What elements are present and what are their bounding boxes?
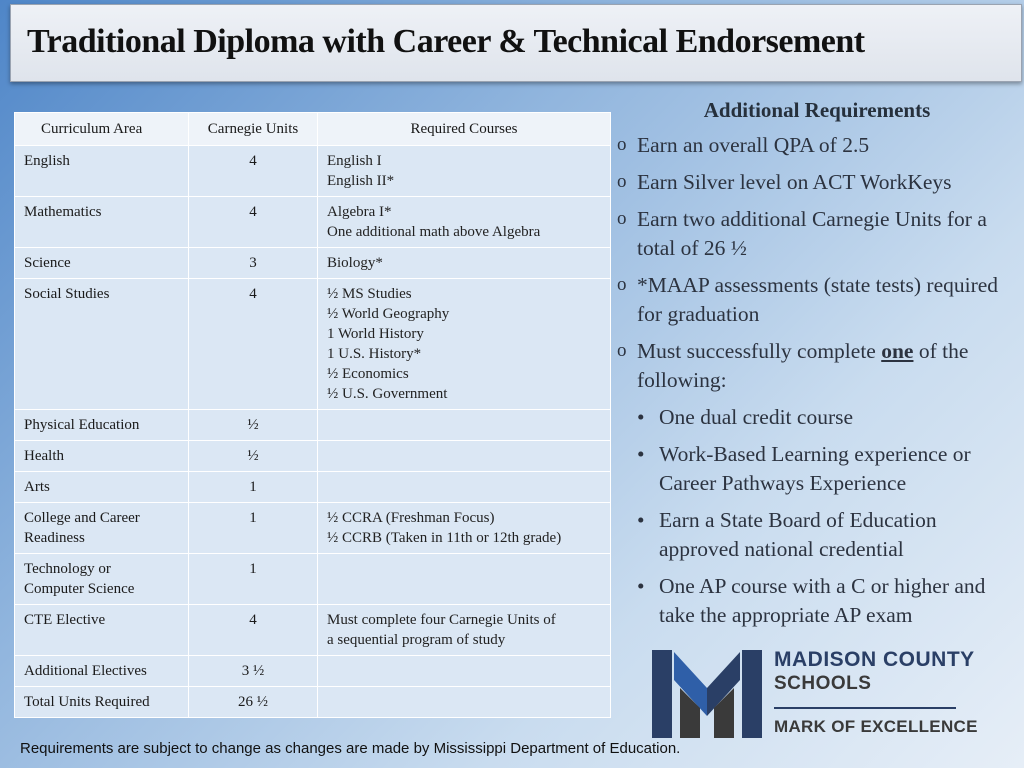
footnote: Requirements are subject to change as changes are made by Mississippi Department of Education. — [20, 740, 681, 757]
table-row — [15, 605, 611, 656]
units-cell: 4 — [189, 279, 318, 410]
table-row — [15, 441, 611, 472]
course-line: ½ MS Studies — [327, 286, 412, 302]
units-cell: 3 — [189, 248, 318, 279]
table-row — [15, 503, 611, 554]
courses-cell — [318, 472, 611, 503]
units-cell: ½ — [189, 410, 318, 441]
area-cell: Physical Education — [15, 410, 189, 441]
additional-heading: Additional Requirements — [703, 98, 931, 122]
course-line: ½ World Geography — [327, 306, 450, 322]
requirements-list — [617, 131, 1017, 630]
table-row — [15, 656, 611, 687]
title-bar — [10, 4, 1022, 82]
emphasis-one: one — [881, 339, 914, 363]
area-cell: Arts — [15, 472, 189, 503]
units-cell: 1 — [189, 472, 318, 503]
units-cell: 1 — [189, 503, 318, 554]
page-title: Traditional Diploma with Career & Technical Endorsement — [27, 23, 865, 60]
area-cell: Social Studies — [15, 279, 189, 410]
course-line: 1 World History — [327, 326, 424, 342]
table-row — [15, 197, 611, 248]
course-line: English I — [327, 153, 382, 169]
sub-list-item: • Work-Based Learning experience or Career Pathways Experience — [617, 440, 1017, 498]
logo-schools: SCHOOLS — [774, 673, 872, 694]
table-row — [15, 554, 611, 605]
list-item-text: Must successfully complete — [637, 339, 882, 363]
area-cell: English — [15, 146, 189, 197]
courses-cell — [318, 605, 611, 656]
course-line: Must complete four Carnegie Units of — [327, 612, 556, 628]
units-cell: 4 — [189, 605, 318, 656]
area-line: Computer Science — [24, 581, 135, 597]
course-line: a sequential program of study — [327, 632, 506, 648]
header-required-courses: Required Courses — [318, 113, 611, 146]
course-line: Algebra I* — [327, 204, 392, 220]
area-line: Readiness — [24, 530, 85, 546]
table-row — [15, 279, 611, 410]
logo-tagline: MARK OF EXCELLENCE — [774, 717, 978, 736]
courses-cell — [318, 503, 611, 554]
list-item: o Earn Silver level on ACT WorkKeys — [617, 168, 1017, 197]
table-row — [15, 410, 611, 441]
courses-cell — [318, 197, 611, 248]
area-cell: Additional Electives — [15, 656, 189, 687]
courses-cell — [318, 656, 611, 687]
area-cell — [15, 554, 189, 605]
units-cell: 26 ½ — [189, 687, 318, 718]
logo-divider — [774, 707, 956, 709]
course-line: One additional math above Algebra — [327, 224, 541, 240]
units-cell: 1 — [189, 554, 318, 605]
courses-cell — [318, 248, 611, 279]
area-line: Technology or — [24, 561, 111, 577]
courses-cell — [318, 146, 611, 197]
additional-requirements — [617, 96, 1017, 638]
list-item-text: of the following: — [637, 339, 969, 392]
units-cell: ½ — [189, 441, 318, 472]
logo-district-name: MADISON COUNTY — [774, 648, 975, 671]
list-item: o Earn two additional Carnegie Units for a total of 26 ½ — [617, 205, 1017, 263]
sub-list-item: • Earn a State Board of Education approved national credential — [617, 506, 1017, 564]
course-line: English II* — [327, 173, 395, 189]
table-row — [15, 687, 611, 718]
table-row — [15, 472, 611, 503]
units-cell: 3 ½ — [189, 656, 318, 687]
course-line: ½ Economics — [327, 366, 409, 382]
area-cell: Total Units Required — [15, 687, 189, 718]
area-cell — [15, 503, 189, 554]
area-cell: Mathematics — [15, 197, 189, 248]
courses-cell — [318, 687, 611, 718]
district-logo — [650, 648, 1000, 740]
courses-cell — [318, 279, 611, 410]
units-cell: 4 — [189, 146, 318, 197]
course-line: 1 U.S. History* — [327, 346, 422, 362]
table-header-row — [15, 113, 611, 146]
course-line: ½ CCRB (Taken in 11th or 12th grade) — [327, 530, 562, 546]
list-item: o Earn an overall QPA of 2.5 — [617, 131, 1017, 160]
course-line: ½ U.S. Government — [327, 386, 448, 402]
requirements-table — [14, 112, 611, 718]
mark-logo-icon — [650, 648, 764, 740]
list-item — [617, 337, 1017, 395]
sub-list-item: • One dual credit course — [617, 403, 1017, 432]
courses-cell — [318, 554, 611, 605]
header-curriculum-area: Curriculum Area — [15, 113, 189, 146]
logo-text — [774, 648, 978, 737]
area-cell: Science — [15, 248, 189, 279]
courses-cell — [318, 441, 611, 472]
sub-list-item: • One AP course with a C or higher and take the appropriate AP exam — [617, 572, 1017, 630]
table-row — [15, 248, 611, 279]
course-line: Biology* — [327, 255, 383, 271]
area-cell: CTE Elective — [15, 605, 189, 656]
header-carnegie-units: Carnegie Units — [189, 113, 318, 146]
courses-cell — [318, 410, 611, 441]
list-item: o *MAAP assessments (state tests) required for graduation — [617, 271, 1017, 329]
table-row — [15, 146, 611, 197]
area-line: College and Career — [24, 510, 140, 526]
units-cell: 4 — [189, 197, 318, 248]
course-line: ½ CCRA (Freshman Focus) — [327, 510, 495, 526]
area-cell: Health — [15, 441, 189, 472]
